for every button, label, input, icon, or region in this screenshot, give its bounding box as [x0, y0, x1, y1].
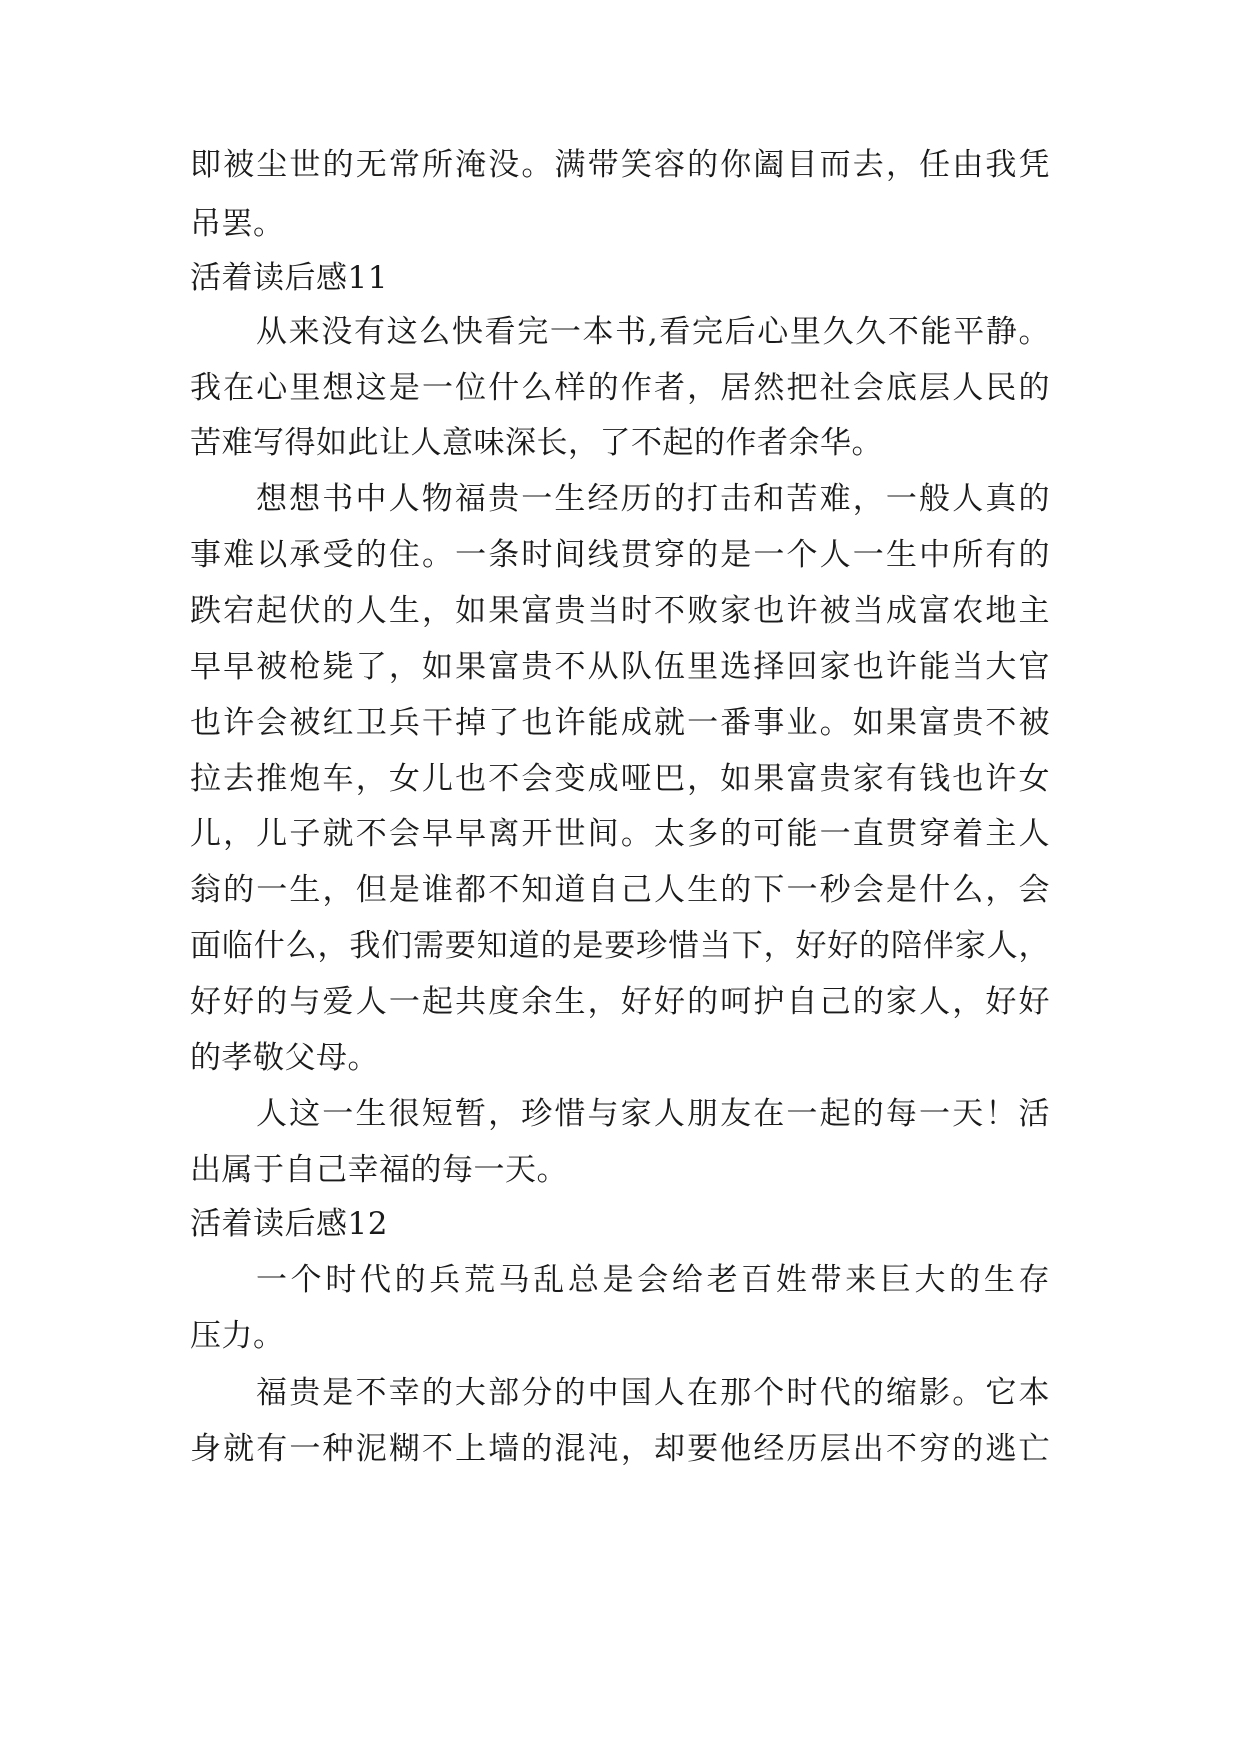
text-line: 儿，儿子就不会早早离开世间。太多的可能一直贯穿着主人: [190, 816, 1050, 852]
text-line: 身就有一种泥糊不上墙的混沌，却要他经历层出不穷的逃亡: [190, 1431, 1050, 1467]
text-line: 福贵是不幸的大部分的中国人在那个时代的缩影。它本: [256, 1375, 1050, 1411]
text-line: 我在心里想这是一位什么样的作者，居然把社会底层人民的: [190, 370, 1050, 406]
text-line: 一个时代的兵荒马乱总是会给老百姓带来巨大的生存: [256, 1262, 1050, 1298]
text-line: 跌宕起伏的人生，如果富贵当时不败家也许被当成富农地主: [190, 593, 1050, 629]
text-line: 拉去推炮车，女儿也不会变成哑巴，如果富贵家有钱也许女: [190, 761, 1050, 797]
text-line: 也许会被红卫兵干掉了也许能成就一番事业。如果富贵不被: [190, 705, 1050, 741]
text-line: 事难以承受的住。一条时间线贯穿的是一个人一生中所有的: [190, 537, 1050, 573]
text-line: 翁的一生，但是谁都不知道自己人生的下一秒会是什么，会: [190, 872, 1050, 908]
section-heading: 活着读后感11: [190, 260, 388, 296]
text-line: 吊罢。: [190, 206, 285, 242]
text-line: 苦难写得如此让人意味深长，了不起的作者余华。: [190, 425, 883, 461]
text-line: 想想书中人物福贵一生经历的打击和苦难，一般人真的: [256, 481, 1050, 517]
text-line: 人这一生很短暂，珍惜与家人朋友在一起的每一天！活: [256, 1096, 1050, 1132]
text-line: 早早被枪毙了，如果富贵不从队伍里选择回家也许能当大官: [190, 649, 1050, 685]
section-heading: 活着读后感12: [190, 1206, 388, 1242]
text-line: 好好的与爱人一起共度余生，好好的呵护自己的家人，好好: [190, 984, 1050, 1020]
text-line: 压力。: [190, 1318, 285, 1354]
text-line: 面临什么，我们需要知道的是要珍惜当下，好好的陪伴家人，: [190, 928, 1050, 964]
text-line: 从来没有这么快看完一本书,看完后心里久久不能平静。: [256, 314, 1050, 350]
text-line: 的孝敬父母。: [190, 1040, 379, 1076]
text-line: 出属于自己幸福的每一天。: [190, 1152, 568, 1188]
text-line: 即被尘世的无常所淹没。满带笑容的你阖目而去，任由我凭: [190, 147, 1050, 183]
